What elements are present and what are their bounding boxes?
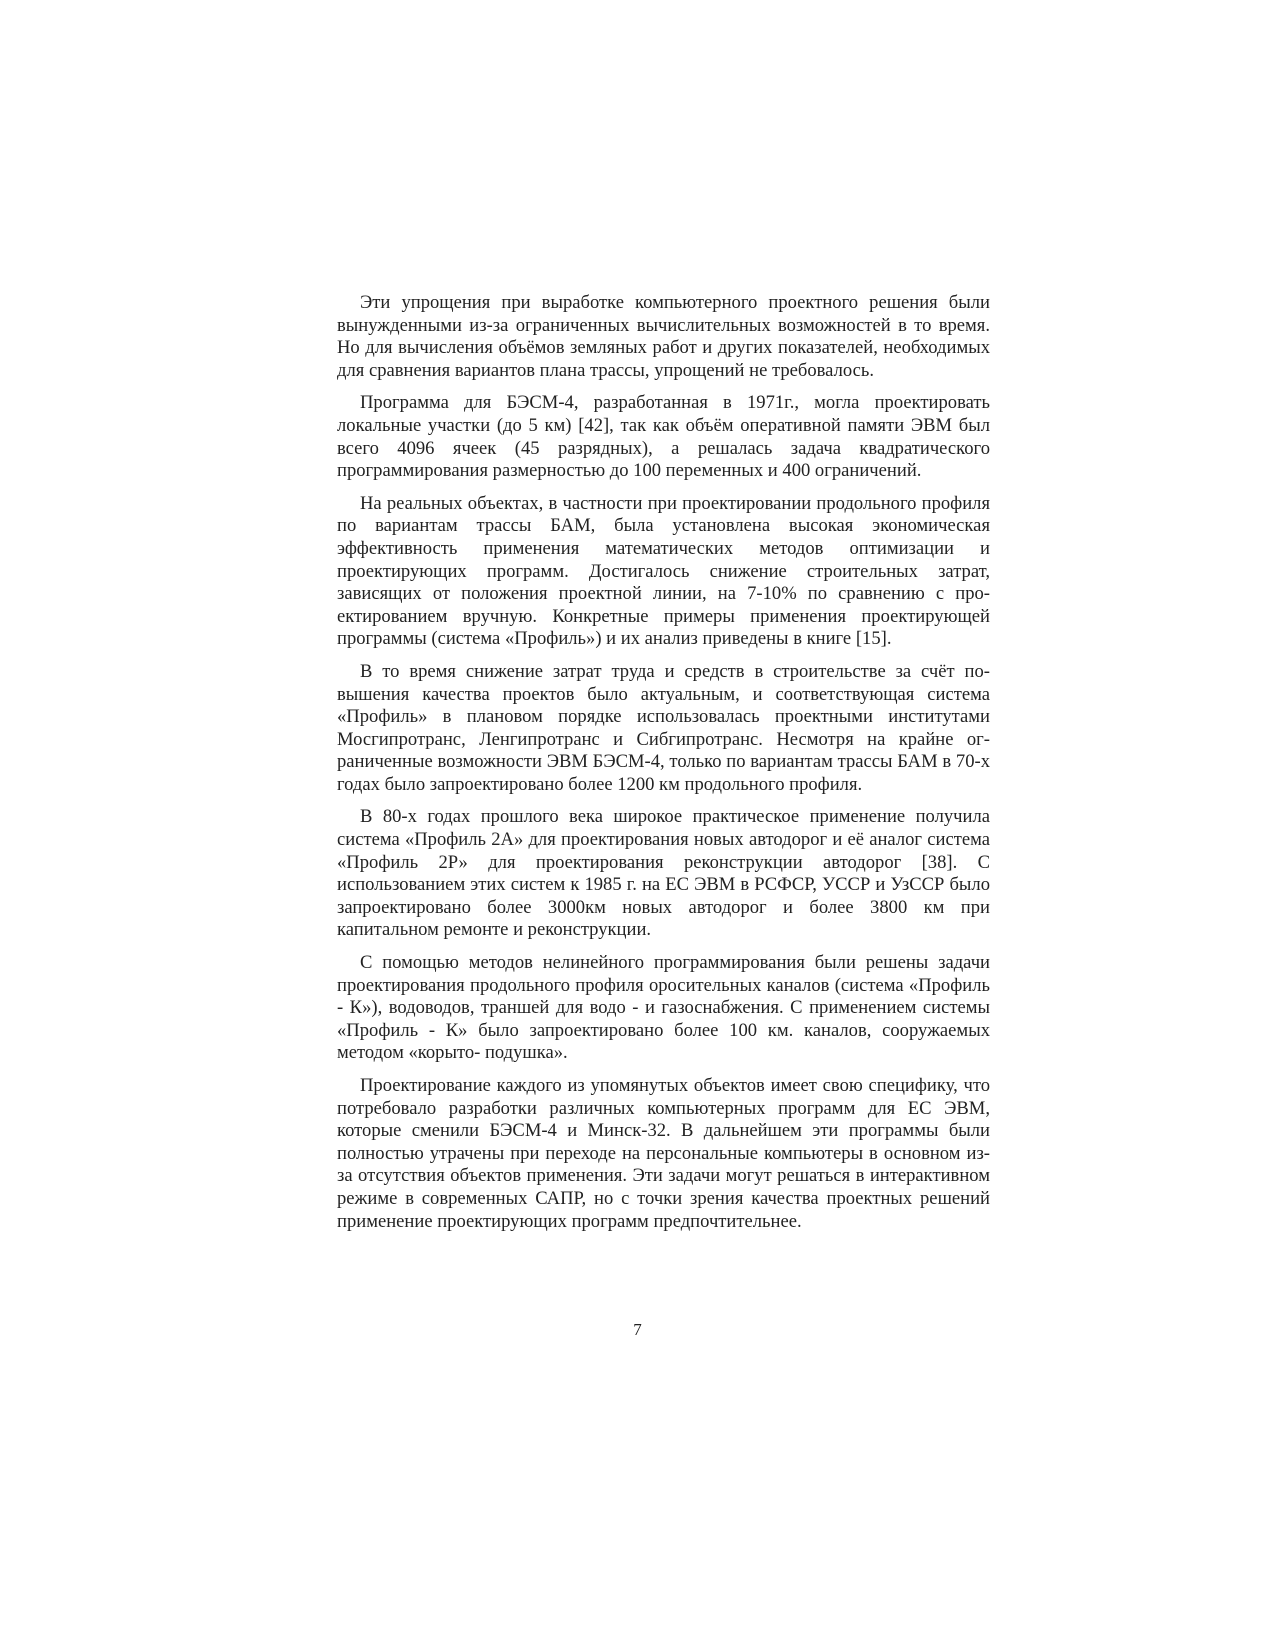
paragraph-2: Программа для БЭСМ-4, разработанная в 1971г., могла проектировать локальные участки (до 5 км) [42], так как объём оперативной памяти ЭВМ был всего 4096 ячеек (45 разрядных), а решалась задача квадратического программирования размерностью до 100 переменных и 400 ограничений. xyxy=(337,392,990,482)
paragraph-5: В 80-х годах прошлого века широкое практическое применение получила система «Профиль 2А» для проектирования новых автодорог и её аналог система «Профиль 2Р» для проектирования реконструкции автодорог [38]. С использованием этих систем к 1985 г. на ЕС ЭВМ в РСФСР, УССР и УзССР было запроектировано более 3000км новых автодорог и более 3800 км при капитальном ремонте и реконструкции. xyxy=(337,806,990,941)
paragraph-3: На реальных объектах, в частности при проектировании продольного профиля по вариантам трассы БАМ, была установлена высокая экономическая эффективность применения математических методов оптимизации и проектирующих программ. Достигалось снижение строительных затрат, зависящих от положения проектной линии, на 7-10% по сравнению с проектированием вручную. Конкретные примеры применения проектирующей программы (система «Профиль») и их анализ приведены в книге [15]. xyxy=(337,492,990,650)
paragraph-1: Эти упрощения при выработке компьютерного проектного решения были вынужденными из-за ограниченных вычислительных возможностей в то время. Но для вычисления объёмов земляных работ и других показателей, необходимых для сравнения вариантов плана трассы, упрощений не требовалось. xyxy=(337,292,990,381)
page-number: 7 xyxy=(633,1320,642,1339)
paragraph-4: В то время снижение затрат труда и средств в строительстве за счёт повышения качества проектов было актуальным, и соответствующая система «Профиль» в плановом порядке использовалась проектными институтами Мосгипротранс, Ленгипротранс и Сибгипротранс. Несмотря на крайне ограниченные возможности ЭВМ БЭСМ-4, только по вариантам трассы БАМ в 70-х годах было запроектировано более 1200 км продольного профиля. xyxy=(337,660,990,795)
paragraph-6: С помощью методов нелинейного программирования были решены задачи проектирования продольного профиля оросительных каналов (система «Профиль - К»), водоводов, траншей для водо - и газоснабжения. С применением системы «Профиль - К» было запроектировано более 100 км. каналов, сооружаемых методом «корыто- подушка». xyxy=(337,952,990,1064)
paragraph-7: Проектирование каждого из упомянутых объектов имеет свою специфику, что потребовало разработки различных компьютерных программ для ЕС ЭВМ, которые сменили БЭСМ-4 и Минск-32. В дальнейшем эти программы были полностью утрачены при переходе на персональные компьютеры в основном из-за отсутствия объектов применения. Эти задачи могут решаться в интерактивном режиме в современных САПР, но с точки зрения качества проектных решений применение проектирующих программ предпочтительнее. xyxy=(337,1075,990,1232)
body-text xyxy=(337,292,990,1243)
